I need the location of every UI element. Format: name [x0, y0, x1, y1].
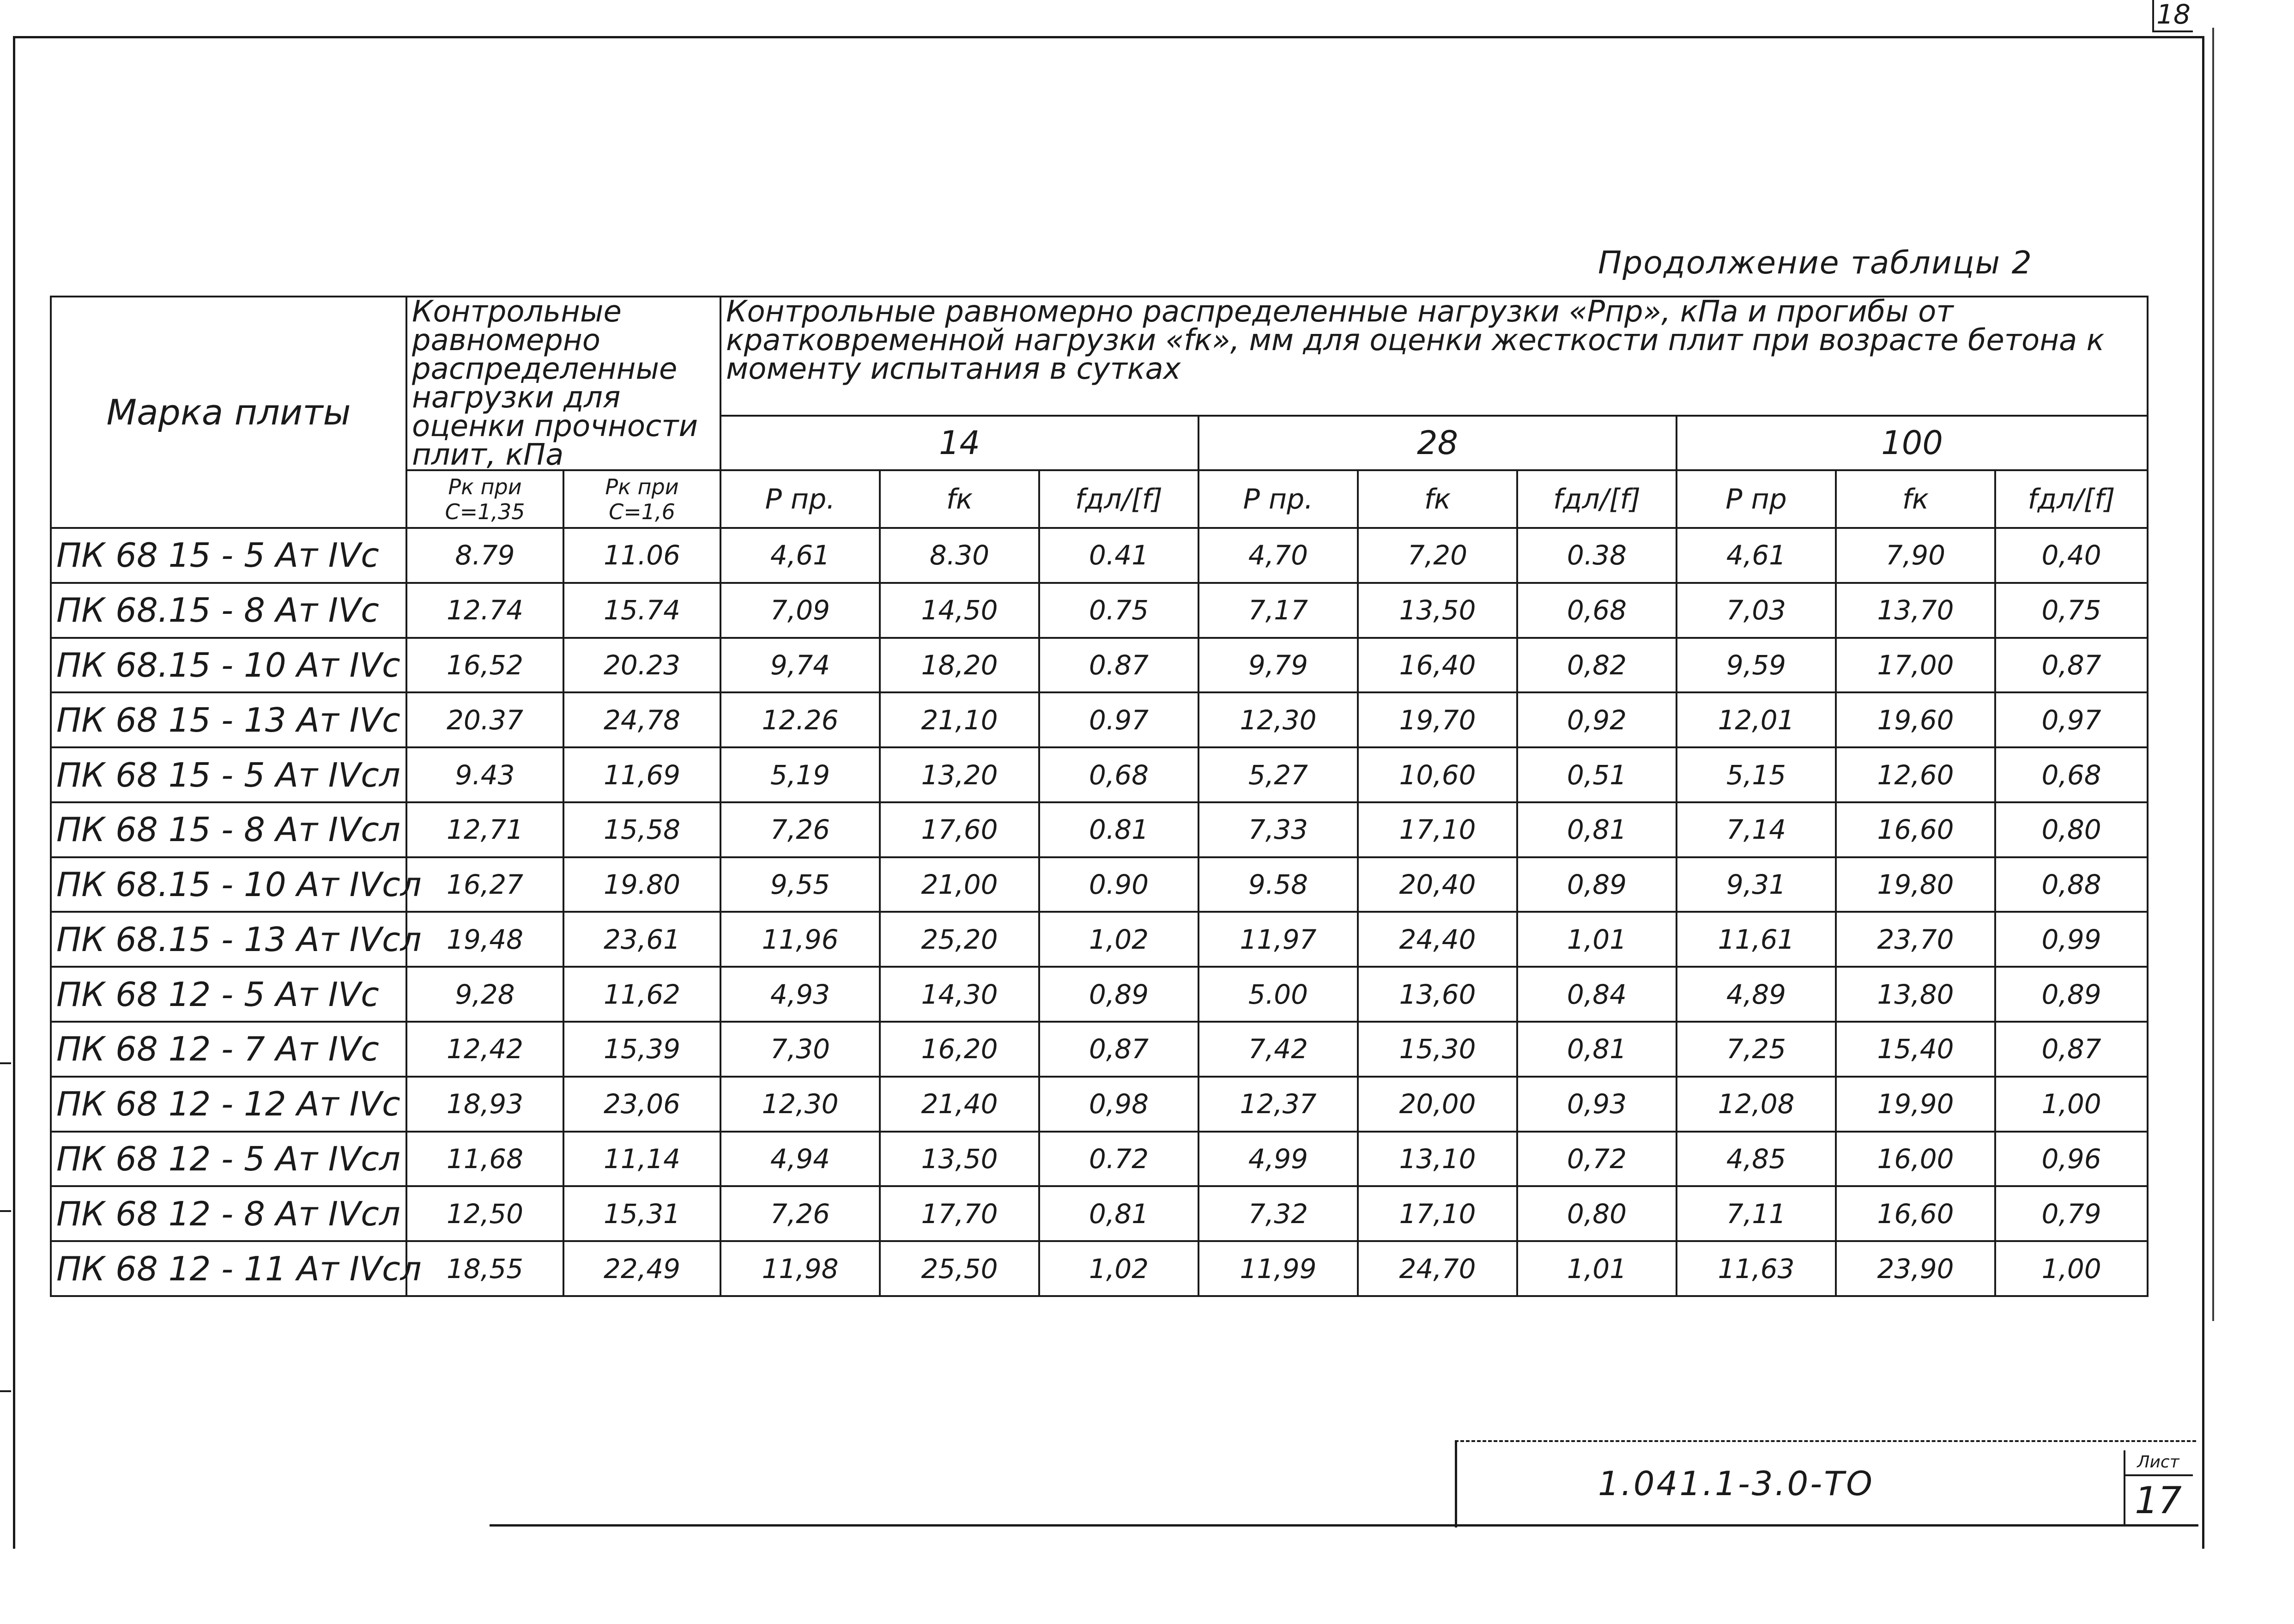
table-row	[51, 747, 2148, 802]
cell-fdl-28: 0,80	[1517, 1186, 1677, 1241]
table-row	[51, 528, 2148, 583]
cell-plate-mark: ПК 68 12 - 11 Ат IVсл	[51, 1241, 406, 1296]
cell-p-14: 9,74	[720, 638, 880, 693]
loads-table	[50, 296, 2149, 1297]
header-fdl-28: fдл/[f]	[1517, 470, 1677, 528]
cell-f-14: 8.30	[880, 528, 1039, 583]
cell-pk-1-6: 15,39	[563, 1022, 720, 1077]
cell-fdl-100: 1,00	[1995, 1077, 2148, 1132]
cell-pk-1-35: 12,42	[406, 1022, 563, 1077]
header-f-100: fк	[1836, 470, 1995, 528]
cell-fdl-14: 0,89	[1039, 967, 1198, 1022]
cell-f-28: 7,20	[1358, 528, 1517, 583]
cell-f-14: 16,20	[880, 1022, 1039, 1077]
table-row	[51, 583, 2148, 638]
table-row	[51, 912, 2148, 967]
cell-plate-mark: ПК 68 15 - 5 Ат IVс	[51, 528, 406, 583]
cell-pk-1-6: 11,69	[563, 747, 720, 802]
cell-fdl-14: 1,02	[1039, 1241, 1198, 1296]
cell-f-100: 16,60	[1836, 1186, 1995, 1241]
cell-p-14: 11,96	[720, 912, 880, 967]
cell-pk-1-35: 9,28	[406, 967, 563, 1022]
cell-fdl-14: 0.41	[1039, 528, 1198, 583]
cell-pk-1-35: 8.79	[406, 528, 563, 583]
cell-p-100: 12,08	[1677, 1077, 1836, 1132]
cell-fdl-14: 0,98	[1039, 1077, 1198, 1132]
cell-plate-mark: ПК 68 12 - 12 Ат IVс	[51, 1077, 406, 1132]
cell-p-14: 4,61	[720, 528, 880, 583]
cell-p-100: 7,25	[1677, 1022, 1836, 1077]
document-code: 1.041.1-3.0-ТО	[1598, 1464, 1874, 1503]
cell-plate-mark: ПК 68.15 - 10 Ат IVс	[51, 638, 406, 693]
cell-f-14: 21,00	[880, 857, 1039, 912]
cell-p-100: 7,11	[1677, 1186, 1836, 1241]
cell-f-100: 23,70	[1836, 912, 1995, 967]
cell-plate-mark: ПК 68 12 - 5 Ат IVсл	[51, 1132, 406, 1187]
top-page-number: 18	[2152, 0, 2193, 32]
cell-p-14: 7,26	[720, 1186, 880, 1241]
cell-p-28: 12,30	[1198, 692, 1358, 747]
cell-f-14: 14,30	[880, 967, 1039, 1022]
cell-fdl-100: 0,68	[1995, 747, 2148, 802]
header-p-14: Р пр.	[720, 470, 880, 528]
cell-pk-1-6: 15,31	[563, 1186, 720, 1241]
cell-fdl-28: 1,01	[1517, 912, 1677, 967]
cell-pk-1-6: 23,61	[563, 912, 720, 967]
cell-fdl-14: 0,81	[1039, 1186, 1198, 1241]
cell-f-14: 17,70	[880, 1186, 1039, 1241]
table-body	[51, 528, 2148, 1296]
cell-plate-mark: ПК 68.15 - 8 Ат IVс	[51, 583, 406, 638]
cell-p-28: 9.58	[1198, 857, 1358, 912]
cell-plate-mark: ПК 68 12 - 8 Ат IVсл	[51, 1186, 406, 1241]
cell-p-28: 9,79	[1198, 638, 1358, 693]
sheet-number: 17	[2135, 1479, 2182, 1522]
cell-f-28: 16,40	[1358, 638, 1517, 693]
cell-p-14: 7,30	[720, 1022, 880, 1077]
cell-f-100: 13,70	[1836, 583, 1995, 638]
header-mark: Марка плиты	[51, 297, 406, 528]
cell-p-28: 5.00	[1198, 967, 1358, 1022]
cell-pk-1-35: 18,93	[406, 1077, 563, 1132]
cell-p-100: 11,61	[1677, 912, 1836, 967]
cell-p-28: 7,17	[1198, 583, 1358, 638]
cell-f-14: 21,10	[880, 692, 1039, 747]
cell-plate-mark: ПК 68 15 - 5 Ат IVсл	[51, 747, 406, 802]
binding-edge-line	[2212, 28, 2214, 1321]
table-row	[51, 1077, 2148, 1132]
cell-p-100: 4,89	[1677, 967, 1836, 1022]
header-age-100: 100	[1677, 416, 2148, 470]
cell-pk-1-6: 19.80	[563, 857, 720, 912]
cell-p-14: 11,98	[720, 1241, 880, 1296]
margin-tick	[0, 1390, 11, 1392]
cell-fdl-100: 0,89	[1995, 967, 2148, 1022]
cell-f-14: 25,20	[880, 912, 1039, 967]
cell-pk-1-6: 15.74	[563, 583, 720, 638]
table-row	[51, 857, 2148, 912]
cell-fdl-28: 0,81	[1517, 1022, 1677, 1077]
cell-f-14: 17,60	[880, 802, 1039, 857]
cell-fdl-28: 0,72	[1517, 1132, 1677, 1187]
cell-plate-mark: ПК 68 15 - 8 Ат IVсл	[51, 802, 406, 857]
cell-pk-1-6: 15,58	[563, 802, 720, 857]
table-row	[51, 692, 2148, 747]
margin-tick	[0, 1210, 11, 1212]
cell-pk-1-35: 20.37	[406, 692, 563, 747]
cell-f-14: 14,50	[880, 583, 1039, 638]
header-pk-1-6: Рк при С=1,6	[563, 470, 720, 528]
cell-f-28: 15,30	[1358, 1022, 1517, 1077]
cell-fdl-100: 0,80	[1995, 802, 2148, 857]
header-f-28: fк	[1358, 470, 1517, 528]
cell-p-28: 7,42	[1198, 1022, 1358, 1077]
cell-fdl-28: 0,93	[1517, 1077, 1677, 1132]
cell-f-100: 12,60	[1836, 747, 1995, 802]
cell-p-28: 7,33	[1198, 802, 1358, 857]
cell-plate-mark: ПК 68.15 - 13 Ат IVсл	[51, 912, 406, 967]
cell-fdl-14: 0.87	[1039, 638, 1198, 693]
cell-pk-1-6: 20.23	[563, 638, 720, 693]
header-age-28: 28	[1198, 416, 1677, 470]
cell-f-28: 20,40	[1358, 857, 1517, 912]
cell-p-14: 4,93	[720, 967, 880, 1022]
cell-p-100: 9,59	[1677, 638, 1836, 693]
table-row	[51, 967, 2148, 1022]
cell-f-100: 19,80	[1836, 857, 1995, 912]
cell-fdl-14: 1,02	[1039, 912, 1198, 967]
cell-fdl-14: 0.97	[1039, 692, 1198, 747]
cell-f-100: 7,90	[1836, 528, 1995, 583]
table-row	[51, 1132, 2148, 1187]
cell-f-14: 13,50	[880, 1132, 1039, 1187]
cell-pk-1-35: 12,50	[406, 1186, 563, 1241]
table-caption: Продолжение таблицы 2	[1598, 245, 2033, 281]
cell-fdl-28: 0,68	[1517, 583, 1677, 638]
cell-f-100: 17,00	[1836, 638, 1995, 693]
cell-p-28: 4,70	[1198, 528, 1358, 583]
cell-f-100: 15,40	[1836, 1022, 1995, 1077]
cell-fdl-100: 0,87	[1995, 638, 2148, 693]
cell-p-100: 4,85	[1677, 1132, 1836, 1187]
cell-fdl-100: 0,97	[1995, 692, 2148, 747]
cell-f-100: 19,90	[1836, 1077, 1995, 1132]
cell-p-100: 5,15	[1677, 747, 1836, 802]
cell-fdl-28: 0,92	[1517, 692, 1677, 747]
header-strength: Контрольные равномерно распределенные нагрузки для оценки прочности плит, кПа	[406, 297, 720, 470]
cell-pk-1-35: 16,52	[406, 638, 563, 693]
cell-fdl-28: 0,81	[1517, 802, 1677, 857]
cell-p-100: 7,14	[1677, 802, 1836, 857]
cell-p-28: 5,27	[1198, 747, 1358, 802]
cell-f-14: 18,20	[880, 638, 1039, 693]
table-row	[51, 1186, 2148, 1241]
cell-pk-1-6: 11,62	[563, 967, 720, 1022]
cell-p-14: 5,19	[720, 747, 880, 802]
cell-f-14: 13,20	[880, 747, 1039, 802]
cell-f-28: 17,10	[1358, 802, 1517, 857]
cell-f-28: 10,60	[1358, 747, 1517, 802]
cell-f-28: 24,40	[1358, 912, 1517, 967]
cell-p-28: 12,37	[1198, 1077, 1358, 1132]
table-row	[51, 1022, 2148, 1077]
table-row	[51, 1241, 2148, 1296]
cell-fdl-100: 0,96	[1995, 1132, 2148, 1187]
cell-fdl-14: 0,87	[1039, 1022, 1198, 1077]
title-block-bottom-line	[490, 1524, 2198, 1527]
cell-fdl-14: 0.81	[1039, 802, 1198, 857]
cell-fdl-14: 0.75	[1039, 583, 1198, 638]
cell-f-28: 17,10	[1358, 1186, 1517, 1241]
cell-p-28: 7,32	[1198, 1186, 1358, 1241]
header-f-14: fк	[880, 470, 1039, 528]
cell-f-100: 16,60	[1836, 802, 1995, 857]
cell-p-14: 7,26	[720, 802, 880, 857]
cell-pk-1-35: 19,48	[406, 912, 563, 967]
cell-pk-1-35: 18,55	[406, 1241, 563, 1296]
cell-p-14: 7,09	[720, 583, 880, 638]
header-p-100: Р пр	[1677, 470, 1836, 528]
cell-fdl-28: 0,51	[1517, 747, 1677, 802]
cell-f-28: 13,50	[1358, 583, 1517, 638]
cell-f-100: 19,60	[1836, 692, 1995, 747]
cell-f-14: 25,50	[880, 1241, 1039, 1296]
cell-fdl-28: 0,89	[1517, 857, 1677, 912]
cell-f-28: 13,60	[1358, 967, 1517, 1022]
cell-plate-mark: ПК 68 15 - 13 Ат IVс	[51, 692, 406, 747]
cell-fdl-100: 1,00	[1995, 1241, 2148, 1296]
table-row	[51, 638, 2148, 693]
header-pk-1-35: Рк при С=1,35	[406, 470, 563, 528]
cell-p-28: 11,99	[1198, 1241, 1358, 1296]
cell-pk-1-6: 11.06	[563, 528, 720, 583]
cell-plate-mark: ПК 68 12 - 7 Ат IVс	[51, 1022, 406, 1077]
cell-pk-1-6: 24,78	[563, 692, 720, 747]
cell-fdl-100: 0,99	[1995, 912, 2148, 967]
cell-fdl-100: 0,88	[1995, 857, 2148, 912]
header-fdl-100: fдл/[f]	[1995, 470, 2148, 528]
cell-f-100: 13,80	[1836, 967, 1995, 1022]
cell-fdl-28: 1,01	[1517, 1241, 1677, 1296]
cell-plate-mark: ПК 68.15 - 10 Ат IVсл	[51, 857, 406, 912]
cell-pk-1-6: 23,06	[563, 1077, 720, 1132]
header-fdl-14: fдл/[f]	[1039, 470, 1198, 528]
cell-pk-1-6: 11,14	[563, 1132, 720, 1187]
cell-plate-mark: ПК 68 12 - 5 Ат IVс	[51, 967, 406, 1022]
table-row	[51, 802, 2148, 857]
cell-f-100: 23,90	[1836, 1241, 1995, 1296]
cell-fdl-28: 0,82	[1517, 638, 1677, 693]
cell-fdl-14: 0.72	[1039, 1132, 1198, 1187]
cell-pk-1-6: 22,49	[563, 1241, 720, 1296]
header-age-14: 14	[720, 416, 1198, 470]
cell-f-28: 13,10	[1358, 1132, 1517, 1187]
cell-f-28: 20,00	[1358, 1077, 1517, 1132]
margin-tick	[0, 1062, 11, 1064]
cell-fdl-100: 0,40	[1995, 528, 2148, 583]
cell-pk-1-35: 9.43	[406, 747, 563, 802]
cell-p-14: 4,94	[720, 1132, 880, 1187]
cell-pk-1-35: 12,71	[406, 802, 563, 857]
cell-p-14: 12.26	[720, 692, 880, 747]
cell-fdl-100: 0,79	[1995, 1186, 2148, 1241]
cell-fdl-14: 0.90	[1039, 857, 1198, 912]
cell-f-28: 24,70	[1358, 1241, 1517, 1296]
cell-p-28: 11,97	[1198, 912, 1358, 967]
cell-fdl-100: 0,75	[1995, 583, 2148, 638]
cell-f-100: 16,00	[1836, 1132, 1995, 1187]
cell-p-14: 12,30	[720, 1077, 880, 1132]
cell-pk-1-35: 16,27	[406, 857, 563, 912]
cell-p-100: 9,31	[1677, 857, 1836, 912]
cell-p-100: 12,01	[1677, 692, 1836, 747]
cell-fdl-28: 0,84	[1517, 967, 1677, 1022]
sheet-label: Лист	[2124, 1450, 2193, 1476]
cell-p-100: 11,63	[1677, 1241, 1836, 1296]
header-p-28: Р пр.	[1198, 470, 1358, 528]
cell-pk-1-35: 12.74	[406, 583, 563, 638]
cell-p-28: 4,99	[1198, 1132, 1358, 1187]
cell-fdl-14: 0,68	[1039, 747, 1198, 802]
cell-f-14: 21,40	[880, 1077, 1039, 1132]
cell-fdl-100: 0,87	[1995, 1022, 2148, 1077]
cell-fdl-28: 0.38	[1517, 528, 1677, 583]
cell-p-14: 9,55	[720, 857, 880, 912]
header-stiffness: Контрольные равномерно распределенные нагрузки «Рпр», кПа и прогибы от кратковременной нагрузки «fк», мм для оценки жесткости плит при возрасте бетона к моменту испытания в сутках	[720, 297, 2148, 416]
cell-f-28: 19,70	[1358, 692, 1517, 747]
cell-pk-1-35: 11,68	[406, 1132, 563, 1187]
cell-p-100: 4,61	[1677, 528, 1836, 583]
cell-p-100: 7,03	[1677, 583, 1836, 638]
